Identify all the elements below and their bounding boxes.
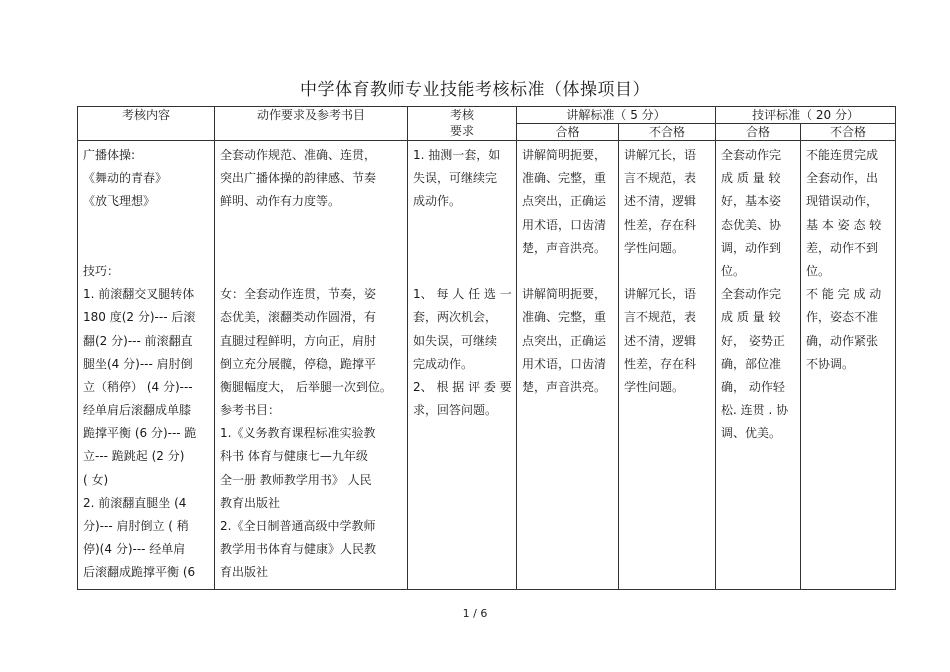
content-line: 跪撑平衡 (6 分)--- 跪: [83, 426, 197, 441]
header-lecture-standard: 讲解标准（ 5 分）: [517, 107, 716, 124]
action-line: 育出版社: [220, 565, 269, 580]
skill-fail-line: 作，姿态不准: [806, 310, 879, 325]
content-line: 分)--- 肩肘倒立 ( 稍: [83, 519, 189, 534]
skill-pass-line: 松. 连贯 . 协: [721, 403, 789, 418]
action-line: 鲜明、动作有力度等。: [220, 194, 341, 209]
cell-lecture-pass: [517, 141, 619, 590]
lecture-fail-line: 性差，存在科: [624, 356, 697, 371]
skill-pass-line: 成 质 量 较: [721, 310, 781, 325]
content-line: 停)(4 分)--- 经单肩: [83, 542, 186, 557]
requirement-line: 失误，可继续完: [413, 171, 498, 186]
action-line: 教育出版社: [220, 495, 281, 510]
skill-pass-line: 成 质 量 较: [721, 171, 781, 186]
skill-fail-line: 不 能 完 成 动: [806, 287, 882, 302]
action-line: 衡腿幅度大， 后举腿一次到位。: [220, 379, 392, 394]
spacer: [624, 260, 711, 283]
lecture-pass-line: 点突出，正确运: [522, 333, 607, 348]
skill-pass-line: 好，基本姿: [721, 194, 782, 209]
page-number: 1 / 6: [462, 607, 488, 620]
requirement-line: 成动作。: [413, 194, 462, 209]
cell-content: [78, 141, 215, 590]
skill-pass-line: 确，部位准: [721, 356, 782, 371]
spacer: [413, 214, 512, 260]
cell-assessment-requirements: [408, 141, 517, 590]
spacer: [83, 214, 210, 260]
spacer: [220, 214, 403, 260]
skill-pass-line: 确， 动作轻: [721, 379, 785, 394]
requirement-line: 如失误，可继续: [413, 333, 498, 348]
header-lecture-pass: 合格: [517, 124, 619, 141]
skill-fail-line: 不协调。: [806, 356, 855, 371]
lecture-pass-line: 讲解简明扼要，: [522, 287, 607, 302]
skill-pass-line: 调，动作到: [721, 240, 782, 255]
lecture-fail-line: 述不清，逻辑: [624, 333, 697, 348]
action-line: 1.《义务教育课程标准实验教: [220, 426, 376, 441]
content-line: 腿坐(4 分)--- 肩肘倒: [83, 356, 193, 371]
lecture-pass-line: 准确、完整，重: [522, 171, 607, 186]
lecture-pass-line: 准确、完整，重: [522, 310, 607, 325]
requirement-line: 1、 每 人 任 选 一: [413, 287, 512, 302]
skill-pass-line: 态优美、协: [721, 217, 782, 232]
table-row-gymnastics: [78, 141, 896, 590]
lecture-fail-line: 言不规范，表: [624, 310, 697, 325]
cell-skill-fail: [801, 141, 896, 590]
action-line: 全套动作规范、准确、连贯，: [220, 148, 377, 162]
content-line: 立（稍停） (4 分)---: [83, 379, 193, 394]
cell-skill-pass: [716, 141, 801, 590]
lecture-fail-line: 性差，存在科: [624, 217, 697, 232]
requirement-line: 1. 抽测一套，如: [413, 148, 501, 162]
lecture-pass-line: 楚，声音洪亮。: [522, 379, 607, 394]
action-line: 突出广播体操的韵律感、节奏: [220, 171, 377, 186]
content-line: 180 度(2 分)--- 后滚: [83, 310, 196, 325]
lecture-fail-line: 讲解冗长，语: [624, 148, 697, 162]
skill-pass-line: 全套动作完: [721, 287, 782, 302]
skill-fail-line: 现错误动作，: [806, 194, 879, 209]
lecture-pass-line: 用术语，口齿清: [522, 217, 607, 232]
header-skill-fail: 不合格: [801, 124, 896, 141]
action-line: 直腿过程鲜明，方向正，肩肘: [220, 333, 377, 348]
lecture-fail-line: 述不清，逻辑: [624, 194, 697, 209]
requirement-line: 套，两次机会，: [413, 310, 498, 325]
content-line: ( 女): [83, 472, 109, 487]
action-line: 科书 体育与健康七—九年级: [220, 449, 368, 464]
requirement-line: 求，回答问题。: [413, 403, 498, 418]
action-line: 倒立充分展髋，停稳，跪撑平: [220, 356, 377, 371]
header-lecture-fail: 不合格: [619, 124, 716, 141]
header-skill-standard: 技评标准（ 20 分）: [716, 107, 896, 124]
action-line: 2.《全日制普通高级中学教师: [220, 519, 376, 534]
header-assessment-requirements: [408, 107, 517, 141]
action-line: 态优美，滚翻类动作圆滑，有: [220, 310, 377, 325]
content-line: 翻(2 分)--- 前滚翻直: [83, 333, 193, 348]
lecture-pass-line: 楚，声音洪亮。: [522, 240, 607, 255]
lecture-fail-line: 学性问题。: [624, 240, 685, 255]
content-line: 技巧：: [83, 263, 120, 278]
skill-pass-line: 全套动作完: [721, 148, 782, 162]
action-line: 教学用书体育与健康》人民教: [220, 542, 377, 557]
content-line: 广播体操:: [83, 148, 136, 162]
header-skill-pass: 合格: [716, 124, 801, 141]
lecture-pass-line: 用术语，口齿清: [522, 356, 607, 371]
cell-action-requirements: [215, 141, 408, 590]
assessment-table: [77, 106, 896, 590]
lecture-pass-line: 点突出，正确运: [522, 194, 607, 209]
lecture-fail-line: 学性问题。: [624, 379, 685, 394]
content-line: 《舞动的青春》: [83, 171, 168, 186]
action-line: 女：全套动作连贯，节奏，姿: [220, 287, 377, 302]
header-action-requirements: 动作要求及参考书目: [215, 107, 408, 141]
content-line: 立--- 跪跳起 (2 分): [83, 449, 185, 464]
skill-pass-line: 调、优美。: [721, 426, 782, 441]
action-line: 全一册 教师教学用书》 人民: [220, 472, 372, 487]
lecture-pass-line: 讲解简明扼要，: [522, 148, 607, 162]
skill-fail-line: 不能连贯完成: [806, 148, 879, 162]
skill-fail-line: 差，动作不到: [806, 240, 879, 255]
content-line: 1. 前滚翻交叉腿转体: [83, 287, 195, 302]
spacer: [522, 260, 614, 283]
skill-pass-line: 好， 姿势正: [721, 333, 785, 348]
skill-fail-line: 全套动作，出: [806, 171, 879, 186]
content-line: 后滚翻成跪撑平衡 (6: [83, 565, 196, 580]
content-line: 经单肩后滚翻成单膝: [83, 403, 192, 418]
spacer: [220, 260, 403, 283]
spacer: [413, 260, 512, 283]
content-line: 《放飞理想》: [83, 194, 156, 209]
skill-pass-line: 位。: [721, 263, 746, 278]
requirement-line: 完成动作。: [413, 356, 474, 371]
header-content: 考核内容: [78, 107, 215, 141]
skill-fail-line: 基 本 姿 态 较: [806, 217, 882, 232]
header-assessment-line1: 考核: [449, 108, 474, 122]
cell-lecture-fail: [619, 141, 716, 590]
lecture-fail-line: 讲解冗长，语: [624, 287, 697, 302]
header-assessment-line2: 要求: [449, 124, 474, 138]
document-title: 中学体育教师专业技能考核标准（体操项目）: [300, 80, 650, 100]
content-line: 2. 前滚翻直腿坐 (4: [83, 495, 187, 510]
skill-fail-line: 确，动作紧张: [806, 333, 879, 348]
lecture-fail-line: 言不规范，表: [624, 171, 697, 186]
requirement-line: 2、 根 据 评 委 要: [413, 379, 512, 394]
action-line: 参考书目：: [220, 403, 281, 418]
skill-fail-line: 位。: [806, 263, 831, 278]
